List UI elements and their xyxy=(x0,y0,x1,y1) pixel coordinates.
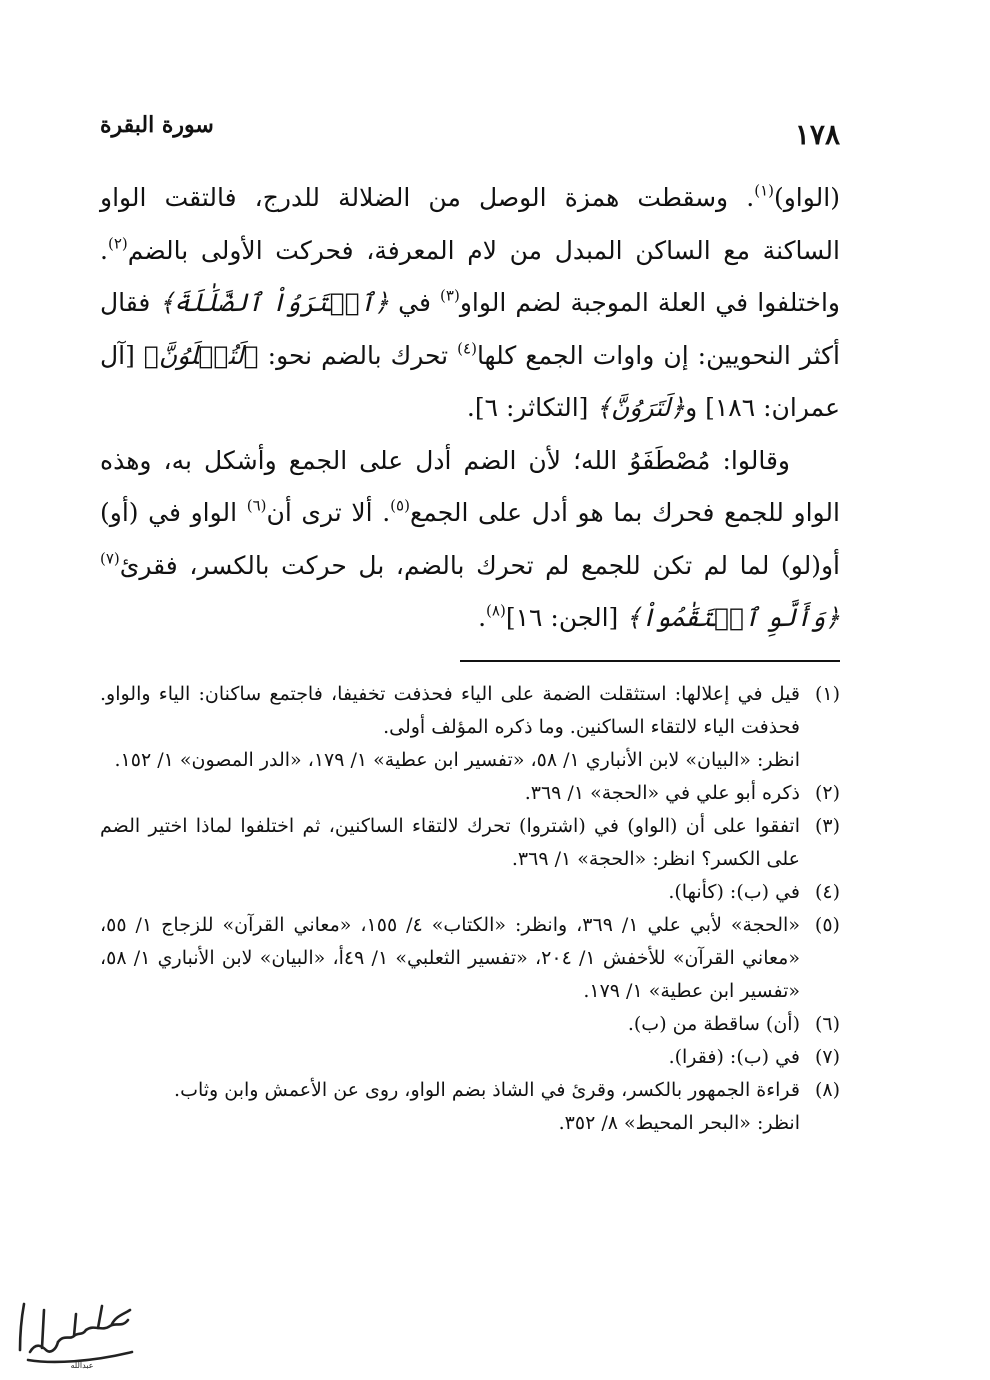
footnote-number: (٣) xyxy=(814,815,840,837)
text-run: . وسقطت همزة الوصل من الضلالة للدرج، فالتقت الواو الساكنة مع الساكن المبدل من لام المعرفة، فحركت الأولى بالضم xyxy=(100,183,840,265)
footnote-text: قراءة الجمهور بالكسر، وقرئ في الشاذ بضم الواو، روى عن الأعمش وابن وثاب. xyxy=(174,1079,800,1101)
footnote-text: (أن) ساقطة من (ب). xyxy=(627,1013,800,1035)
quran-citation: ﴿وَأَلَّوِ ٱسۡتَقَٰمُواْ﴾ xyxy=(626,603,840,632)
text-run: [التكاثر: ٦]. xyxy=(466,393,597,422)
footnote-number: (١) xyxy=(814,683,840,705)
footnote-number: (٦) xyxy=(814,1013,840,1035)
footnote-ref[interactable]: (٦) xyxy=(246,496,267,515)
footnote-number: (٢) xyxy=(814,782,840,804)
footnote-text-continued: انظر: «البيان» لابن الأنباري ١/ ٥٨، «تفسير ابن عطية» ١/ ١٧٩، «الدر المصون» ١/ ١٥٢. xyxy=(114,749,800,771)
footnote-text: في (ب): (فقرا). xyxy=(668,1046,800,1068)
text-run: تحرك بالضم نحو: xyxy=(258,340,458,370)
footnote-ref[interactable]: (٧) xyxy=(100,549,120,567)
main-body-text xyxy=(100,172,840,645)
footnote-1 xyxy=(100,678,840,777)
footnote-4 xyxy=(100,876,840,909)
footnote-ref[interactable]: (٥) xyxy=(390,496,410,515)
page-number: ١٧٨ xyxy=(794,118,840,151)
text-run: . xyxy=(478,603,487,632)
footnote-number: (٨) xyxy=(814,1079,840,1101)
footnote-ref[interactable]: (٤) xyxy=(457,339,477,357)
text-run: الواو في (أو) أو(لو) لما لم تكن للجمع لم تحرك بالضم، بل حركت بالكسر، فقرئ xyxy=(100,498,840,580)
quran-citation: ﴿لَتُبۡلَوُنَّ﴾ xyxy=(143,340,259,370)
footnote-text: ذكره أبو علي في «الحجة» ١/ ٣٦٩. xyxy=(524,782,800,804)
paragraph-1 xyxy=(100,172,840,435)
footnote-ref[interactable]: (٣) xyxy=(440,286,460,305)
quran-citation: ﴿ٱشۡتَرَوُاْ ٱلضَّلَٰلَةَ﴾ xyxy=(159,288,390,317)
text-run: . واختلفوا في العلة الموجبة لضم الواو xyxy=(100,235,840,317)
footnote-number: (٥) xyxy=(814,914,840,936)
text-run: في xyxy=(389,288,441,317)
text-run: فقال أكثر النحويين: إن واوات الجمع كلها xyxy=(100,288,840,370)
logo-subtext: عبدالله xyxy=(70,1361,94,1370)
footnote-8 xyxy=(100,1074,840,1140)
footnote-separator xyxy=(460,660,840,662)
text-run: (الواو) xyxy=(773,183,840,212)
page-header xyxy=(100,112,840,152)
footnote-number: (٤) xyxy=(814,881,840,903)
footnote-ref[interactable]: (٨) xyxy=(486,601,506,620)
footnote-5 xyxy=(100,909,840,1008)
footnote-7 xyxy=(100,1041,840,1074)
footnote-3 xyxy=(100,810,840,876)
text-run: [آل عمران: ١٨٦] و xyxy=(100,340,840,422)
footnote-number: (٧) xyxy=(814,1046,840,1068)
footnote-text-continued: انظر: «البحر المحيط» ٨/ ٣٥٢. xyxy=(558,1112,800,1134)
calligraphy-logo xyxy=(12,1290,142,1370)
text-run: . ألا ترى أن xyxy=(266,498,391,527)
footnote-text: اتفقوا على أن (الواو) في (اشتروا) تحرك لالتقاء الساكنين، ثم اختلفوا لماذا اختير الضم على الكسر؟ انظر: «الحجة» ١/ ٣٦٩. xyxy=(100,815,800,870)
quran-citation: ﴿لَتَرَوُنَّ﴾ xyxy=(596,393,686,422)
footnote-6 xyxy=(100,1008,840,1041)
footnote-text: في (ب): (كأنها). xyxy=(668,881,800,903)
footnote-text: «الحجة» لأبي علي ١/ ٣٦٩، وانظر: «الكتاب» ٤/ ١٥٥، «معاني القرآن» للزجاج ١/ ٥٥، «معاني القرآن» للأخفش ١/ ٢٠٤، «تفسير الثعلبي» ١/ ٤٩أ، «البيان» لابن الأنباري ١/ ٥٨، «تفسير ابن عطية» ١/ ١٧٩. xyxy=(100,914,800,1002)
footnote-2 xyxy=(100,777,840,810)
surah-title: سورة البقرة xyxy=(100,112,214,138)
footnote-text: قيل في إعلالها: استثقلت الضمة على الياء فحذفت تخفيفا، فاجتمع ساكنان: الياء والواو. فحذفت الياء لالتقاء الساكنين. وما ذكره المؤلف أولى. xyxy=(100,683,800,738)
text-run: وقالوا: مُصْطَفَوُ الله؛ لأن الضم أدل على الجمع وأشكل به، وهذه الواو للجمع فحرك بما هو أدل على الجمع xyxy=(100,445,840,527)
footnote-ref[interactable]: (١) xyxy=(754,181,774,200)
footnotes-section xyxy=(100,678,840,1140)
calligraphy-strokes xyxy=(20,1304,132,1362)
paragraph-2 xyxy=(100,435,840,645)
footnote-ref[interactable]: (٢) xyxy=(107,234,128,252)
text-run: [الجن: ١٦] xyxy=(505,603,627,632)
